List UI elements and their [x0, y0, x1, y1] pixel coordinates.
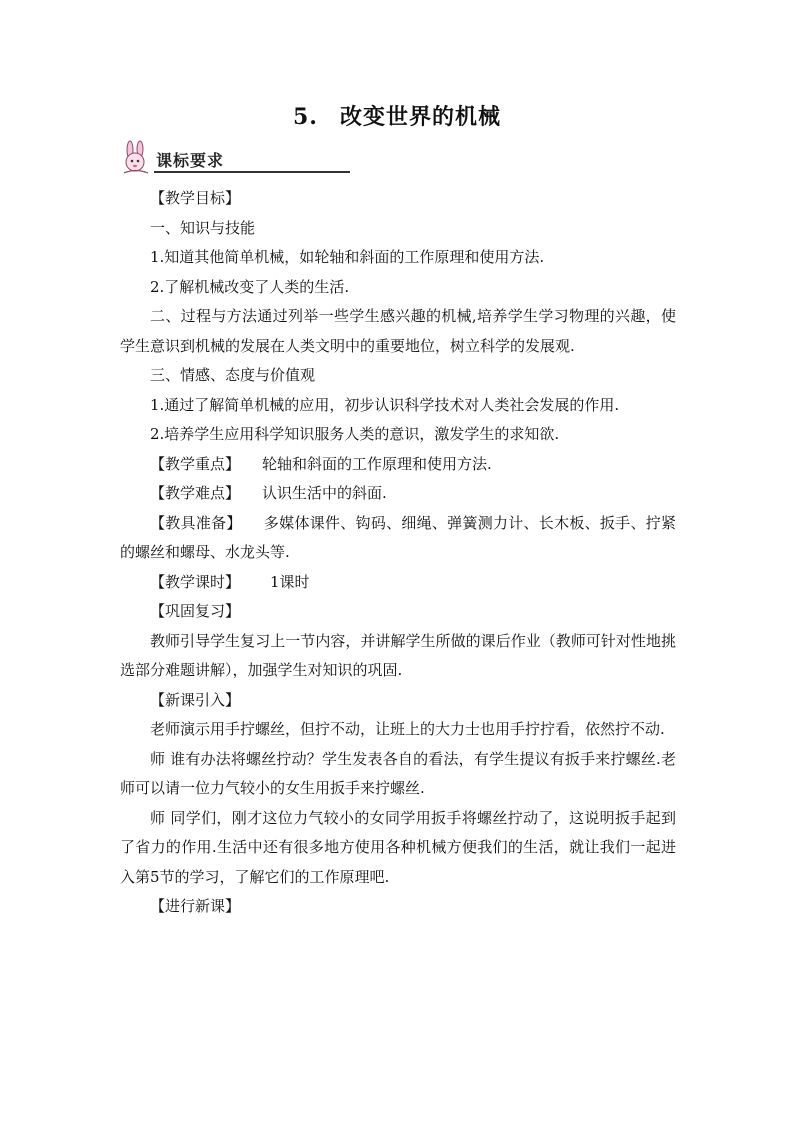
rabbit-mascot-icon: [118, 140, 158, 176]
attitude-item-1: 1.通过了解简单机械的应用，初步认识科学技术对人类社会发展的作用.: [150, 395, 620, 414]
attitude-item-2: 2.培养学生应用科学知识服务人类的意识，激发学生的求知欲.: [150, 425, 560, 443]
intro-paragraph-1: 老师演示用手拧螺丝，但拧不动，让班上的大力士也用手拧拧看，依然拧不动.: [150, 720, 665, 738]
attitude-heading: 三、情感、态度与价值观: [150, 366, 316, 384]
lesson-title: [0, 100, 794, 131]
intro-paragraph-2: 师 谁有办法将螺丝拧动？学生发表各自的看法，有学生提议有扳手来拧螺丝.老师可以请一位力气较小的女生用扳手来拧螺丝.: [120, 749, 676, 797]
key-point-tag: 【教学重点】: [150, 454, 241, 473]
hours-text: 1课时: [270, 572, 310, 591]
process-method-paragraph: 二、过程与方法通过列举一些学生感兴趣的机械,培养学生学习物理的兴趣，使学生意识到机械的发展在人类文明中的重要地位，树立科学的发展观.: [120, 307, 676, 355]
review-heading: 【巩固复习】: [150, 602, 241, 620]
difficulty-text: 认识生活中的斜面.: [262, 484, 387, 502]
lesson-number: 5.: [293, 104, 318, 130]
badge-label: 课标要求: [156, 151, 225, 170]
intro-paragraph-3: 师 同学们，刚才这位力气较小的女同学用扳手将螺丝拧动了，这说明扳手起到了省力的作用.生活中还有很多地方使用各种机械方便我们的生活，就让我们一起进入第5节的学习，了解它们的工作原理吧.: [120, 808, 676, 886]
difficulty-tag: 【教学难点】: [150, 484, 241, 502]
difficulty-line: [120, 479, 676, 509]
tools-line: [120, 509, 676, 568]
tools-tag: 【教具准备】: [150, 513, 242, 532]
key-point-text: 轮轴和斜面的工作原理和使用方法.: [262, 454, 492, 473]
tools-text: 多媒体课件、钩码、细绳、弹簧测力计、长木板、扳手、拧紧的螺丝和螺母、水龙头等.: [120, 513, 676, 561]
badge-underline: [154, 171, 350, 173]
knowledge-item-2: 2.了解机械改变了人类的生活.: [150, 277, 350, 296]
goal-heading: 【教学目标】: [150, 189, 241, 207]
hours-tag: 【教学课时】: [150, 572, 241, 591]
review-paragraph: 教师引导学生复习上一节内容，并讲解学生所做的课后作业（教师可针对性地挑选部分难题讲解），加强学生对知识的巩固.: [120, 631, 676, 679]
curriculum-badge: [118, 140, 240, 174]
lesson-title-text: 改变世界的机械: [339, 104, 501, 130]
lesson-body: [120, 184, 676, 922]
hours-line: [120, 568, 676, 598]
knowledge-item-1: 1.知道其他简单机械，如轮轴和斜面的工作原理和使用方法.: [150, 248, 545, 266]
intro-heading: 【新课引入】: [150, 690, 241, 709]
new-lesson-heading: 【进行新课】: [150, 897, 241, 915]
knowledge-skills-heading: 一、知识与技能: [150, 218, 256, 237]
key-point-line: [120, 450, 676, 480]
